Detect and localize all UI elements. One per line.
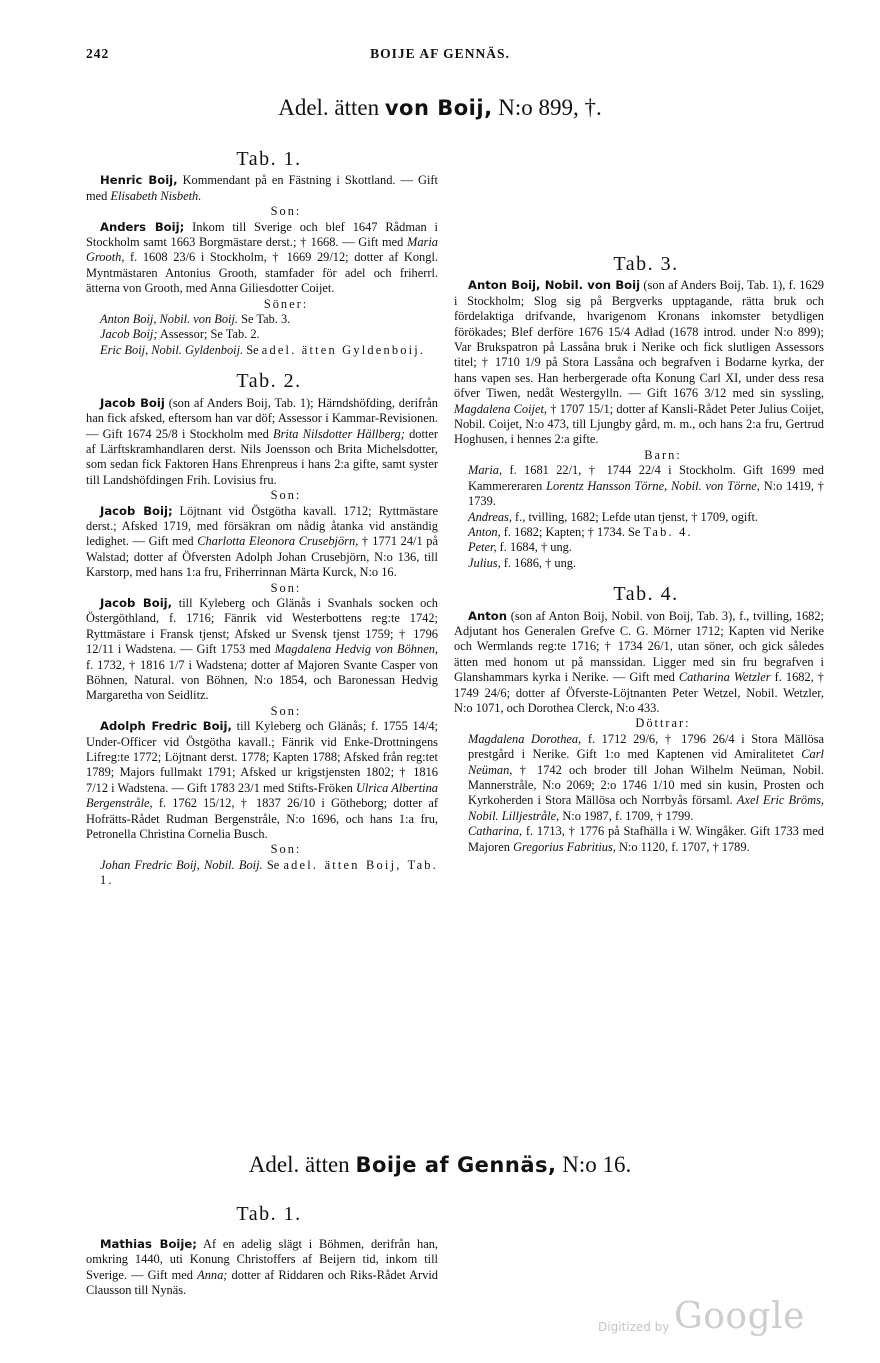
child-ref-text: Se [624,524,644,539]
child-entry [454,510,824,525]
child-name: Julius, [468,555,501,570]
child-name: Anton Boij, Nobil. von Boij. [100,312,239,327]
child-text: † 1742 och broder till Johan Wilhelm Neüman, Nobil. Mannerstråle, N:o 2069; 2:o 1746 1/10 med sin kusin, Prosten och Kyrkoherden i Stora Mällösa och Norrbyås församl. [468,762,824,808]
entry-wife: Brita Nilsdotter Hällberg; [273,426,405,441]
entry-text: till Kyleberg och Glänås; f. 1755 14/4; Under-Officer vid Östgötha kavall.; Fänrik vid Enke-Drottningens Lifreg:te 1772; Löjtnant derst. 1778; Kapten 1788; Afsked från reg:tet 1789; Majors fullmakt 1791; Afsked ur krigstjensten 1802; † 1816 7/12 i Wadstena. — Gift 1783 23/1 med Stifts-Fröken [86,719,438,795]
entry-text: f. 1682, † 1749 24/6; dotter af Öfverste-Löjtnanten Peter Wetzel, Nobil. Wetzler, N:o 1071, och Dorothea Clerck, N:o 433. [454,670,824,715]
child-name: Maria, [468,463,503,478]
child-text: f. 1682; Kapten; † 1734. [500,524,625,539]
child-ref [86,312,438,327]
entry-text: dotter af Lärftskramhandlaren derst. Nils Joensson och Brita Michelsdotter, som sedan fick Faktoren Hans Ehrenpreus i hans 2:a gifte, samt syster till Landshöfdingen Frih. Lovisius fru. [86,426,438,487]
child-text: N:o 1120, f. 1707, † 1789. [615,839,750,854]
child-text: f. 1684, † ung. [496,540,572,555]
son-label: Son: [270,580,302,595]
son-label: Son: [270,488,302,503]
child-spouse: Lorentz Hansson Törne, Nobil. von Törne, [546,478,760,493]
entry-name: Jacob Boij; [100,503,173,518]
bottom-left-column [86,1203,438,1225]
entry-text: (son af Anders Boij, Tab. 1), f. 1629 i Stockholm; Slog sig på Bergverks upptagande, rätta bruk och fördelaktiga drifvande, hvarigenom Kronans inkomster betydligen förökades; Blef derföre 1676 15/4 Adlad (1678 introd. under N:o 899); Var Brukspatron på Lassåna bruk i Nerike och fick slutligen Assessors titel; † 1710 1/9 på Stora Lassåna och begrafven i Bodarne kyrka, der hans vapen ses. Han herbergerade ofta Konung Carl XI, under dess resa öfver Tiwen, nedåt Westergylln. — Gift 1676 3/12 med sin syssling, [454,278,824,401]
entry-name: Anders Boij; [100,219,185,234]
children-label: Barn: [644,447,682,462]
entry-text: Löjtnant vid Östgötha kavall. 1712; Ryttmästare derst.; Afsked 1719, med försäkran om nådig åtanka vid anständig ledighet. — Gift med [86,503,438,549]
running-title: BOIJE AF GENNÄS. [370,46,510,61]
entry-name: Jacob Boij, [100,595,173,610]
child-entry [454,732,824,824]
entry-name: Jacob Boij [100,395,165,410]
entry-text: † 1707 15/1; dotter af Kansli-Rådet Peter Julius Coijet, Nobil. Coijet, N:o 473, till Ljungby gård, m. m., och hans 2:a fru, Gertrud Hoghusen, i hennes 2:a gifte. [454,401,825,447]
entry-name: Anton [468,608,507,623]
sons-label: Söner: [263,296,309,311]
family-title-von-boij [86,95,794,121]
entry-text: f. 1732, † 1816 1/7 i Wadstena; dotter af Majoren Svante Casper von Böhnen, Natural. von Böhnen, N:o 1854, och Baronessan Hedvig Margaretha von Seidlitz. [86,657,438,703]
entry-anton [454,609,824,717]
entry-wife: Magdalena Coijet, [454,401,548,416]
running-header [86,46,794,66]
child-entry [454,525,824,540]
child-ref [86,858,438,889]
entry-mathias-boije [86,1237,438,1299]
child-text: f., tvilling, 1682; Lefde utan tjenst, † 1709, ogift. [511,509,758,524]
child-name: Catharina, [468,824,523,839]
child-ref-text: Se Tab. 3. [238,312,291,327]
left-column [86,148,439,889]
entry-wife: Magdalena Hedvig von Böhnen, [274,642,438,657]
entry-name: Mathias Boije; [100,1237,197,1251]
page-number: 242 [86,46,110,61]
child-name: Johan Fredric Boij, Nobil. Boij. [100,857,263,872]
child-ref-text: Se [243,342,262,357]
child-name: Jacob Boij; [100,327,158,342]
google-logo: Google [674,1296,805,1337]
entry-name: Henric Boij, [100,173,178,188]
family-title-boije-af-gennas [86,1152,794,1178]
child-entry [454,463,824,509]
entry-text: till Kyleberg och Glänås i Svanhals socken och Östergöthland, f. 1716; Fänrik vid Westerbottens reg:te 1742; Ryttmästare i Fransk tjenst; Afsked ur Svensk tjenst 1759; † 1796 12/11 i Wadstena. — Gift 1753 med [86,595,438,657]
entry-text: f. 1762 15/12, † 1837 26/10 i Götheborg; dotter af Hofrätts-Rådet Rudman Bergenstråle, N:o 1696, och hans 1:a fru, Petronella Christina Cornelia Busch. [86,796,438,842]
child-text: f. 1713, † 1776 på Stafhälla i W. Wingåker. Gift 1733 med Majoren [468,824,824,854]
child-entry [454,824,824,855]
family-title-prefix: Adel. ätten [278,95,380,120]
entry-text: Af en adelig slägt i Böhmen, derifrån han, omkring 1440, uti Konung Christoffers af Beijern tid, inkom till Sverige. — Gift med [86,1237,438,1282]
tab4-heading: Tab. 4. [613,583,679,606]
child-name: Andreas, [468,509,512,524]
entry-wife: Anna; [197,1267,228,1282]
child-ref [86,327,438,342]
entry-adolph-fredric-boij [86,719,438,842]
family-title-name: von Boij, [384,96,493,120]
child-spouse: Axel Eric Bröms, Nobil. Lilljestråle, [468,793,824,823]
child-ref-text: adel. ätten Boij, Tab. 1. [100,857,438,888]
tab1-heading: Tab. 1. [236,148,302,170]
daughters-label: Döttrar: [635,716,691,731]
gennas-entry-left [86,1237,438,1299]
entry-anders-boij [86,220,438,297]
child-name: Magdalena Dorothea, [468,731,582,746]
entry-wife: Catharina Wetzler [678,670,771,685]
entry-anton-boij [454,278,824,447]
entry-henric-boij [86,173,438,204]
entry-wife: Elisabeth Nisbeth. [110,188,202,203]
son-label: Son: [270,842,302,857]
child-entry [454,556,824,571]
entry-text: Inkom till Sverige och blef 1647 Rådman i Stockholm samt 1663 Borgmästare derst.; † 1668. — Gift med [86,219,439,250]
entry-text: † 1771 24/1 på Walstad; dotter af Öfversten Adolph Johan Crusebjörn, N:o 136, till Karstorp, med hans 1:a fru, Friherrinnan Märta Kurck, N:o 16. [86,534,439,580]
child-ref [86,343,438,358]
gennas-tab1-heading: Tab. 1. [236,1203,302,1225]
entry-jacob-boij-3 [86,596,438,704]
family-title-name: Boije af Gennäs, [355,1153,557,1177]
child-spouse: Gregorius Fabritius, [513,839,616,854]
child-ref-text: Assessor; Se Tab. 2. [157,327,260,342]
child-spouse: Carl Neüman, [468,747,824,777]
child-text: N:o 1419, † 1739. [468,478,824,509]
entry-text: Kommendant på en Fästning i Skottland. — Gift med [86,173,438,203]
child-ref-text: Tab. 4. [643,524,693,539]
child-name: Eric Boij, Nobil. Gyldenboij. [100,342,244,357]
entry-text: (son af Anders Boij, Tab. 1); Härndshöfding, derifrån han fick afsked, eftersom han var döf; Assessor i Kammar-Revisionen. — Gift 1674 25/8 i Stockholm med [86,395,439,441]
child-entry [454,540,824,555]
entry-text: dotter af Riddaren och Riks-Rådet Arvid Clausson till Nynäs. [86,1267,438,1298]
entry-text: f. 1608 23/6 i Stockholm, † 1669 29/12; dotter af Kongl. Myntmästaren Antonius Grooth, stamfader för adel och friherrl. ätterna von Grooth, med Anna Giliesdotter Coijet. [86,250,438,296]
son-label: Son: [270,204,302,219]
child-text: N:o 1987, f. 1709, † 1799. [559,808,694,823]
entry-jacob-boij-1 [86,396,438,488]
child-text: f. 1686, † ung. [500,555,577,570]
child-name: Peter, [468,540,497,555]
child-ref-text: adel. ätten Gyldenboij. [261,342,426,357]
tab2-heading: Tab. 2. [236,370,302,393]
entry-name: Anton Boij, Nobil. von Boij [468,278,641,293]
family-title-suffix: N:o 899, †. [498,95,602,120]
child-ref-text: Se [262,857,284,872]
entry-text: (son af Anton Boij, Nobil. von Boij, Tab. 3), f., tvilling, 1682; Adjutant hos Generalen Grefve C. G. Mörner 1712; Kapten vid Nerike och Wermlands reg:te 1716; † 1734 26/1, utan söner, och gick således ätten med honom ut på manssidan. Ligger med sin fru begrafven i Glanshammars kyrka i Nerike. — Gift med [454,608,824,685]
child-name: Anton, [468,524,501,539]
digitized-by-label: Digitized by [598,1320,670,1334]
entry-jacob-boij-2 [86,504,438,581]
family-title-suffix: N:o 16. [562,1152,632,1177]
entry-name: Adolph Fredric Boij, [100,719,232,734]
tab3-heading: Tab. 3. [613,253,679,275]
child-text: f. 1712 29/6, † 1796 26/4 i Stora Mällösa prestgård i Nerike. Gift 1:o med Kaptenen vid Amiralitetet [468,731,825,762]
child-text: f. 1681 22/1, † 1744 22/4 i Stockholm. Gift 1699 med Kammereraren [468,463,824,493]
entry-wife: Ulrica Albertina Bergenstråle, [86,780,438,811]
right-column [454,253,825,855]
son-label: Son: [270,703,302,718]
entry-wife: Charlotta Eleonora Crusebjörn, [197,534,359,549]
family-title-prefix: Adel. ätten [248,1152,350,1177]
entry-wife: Maria Grooth, [86,235,438,265]
